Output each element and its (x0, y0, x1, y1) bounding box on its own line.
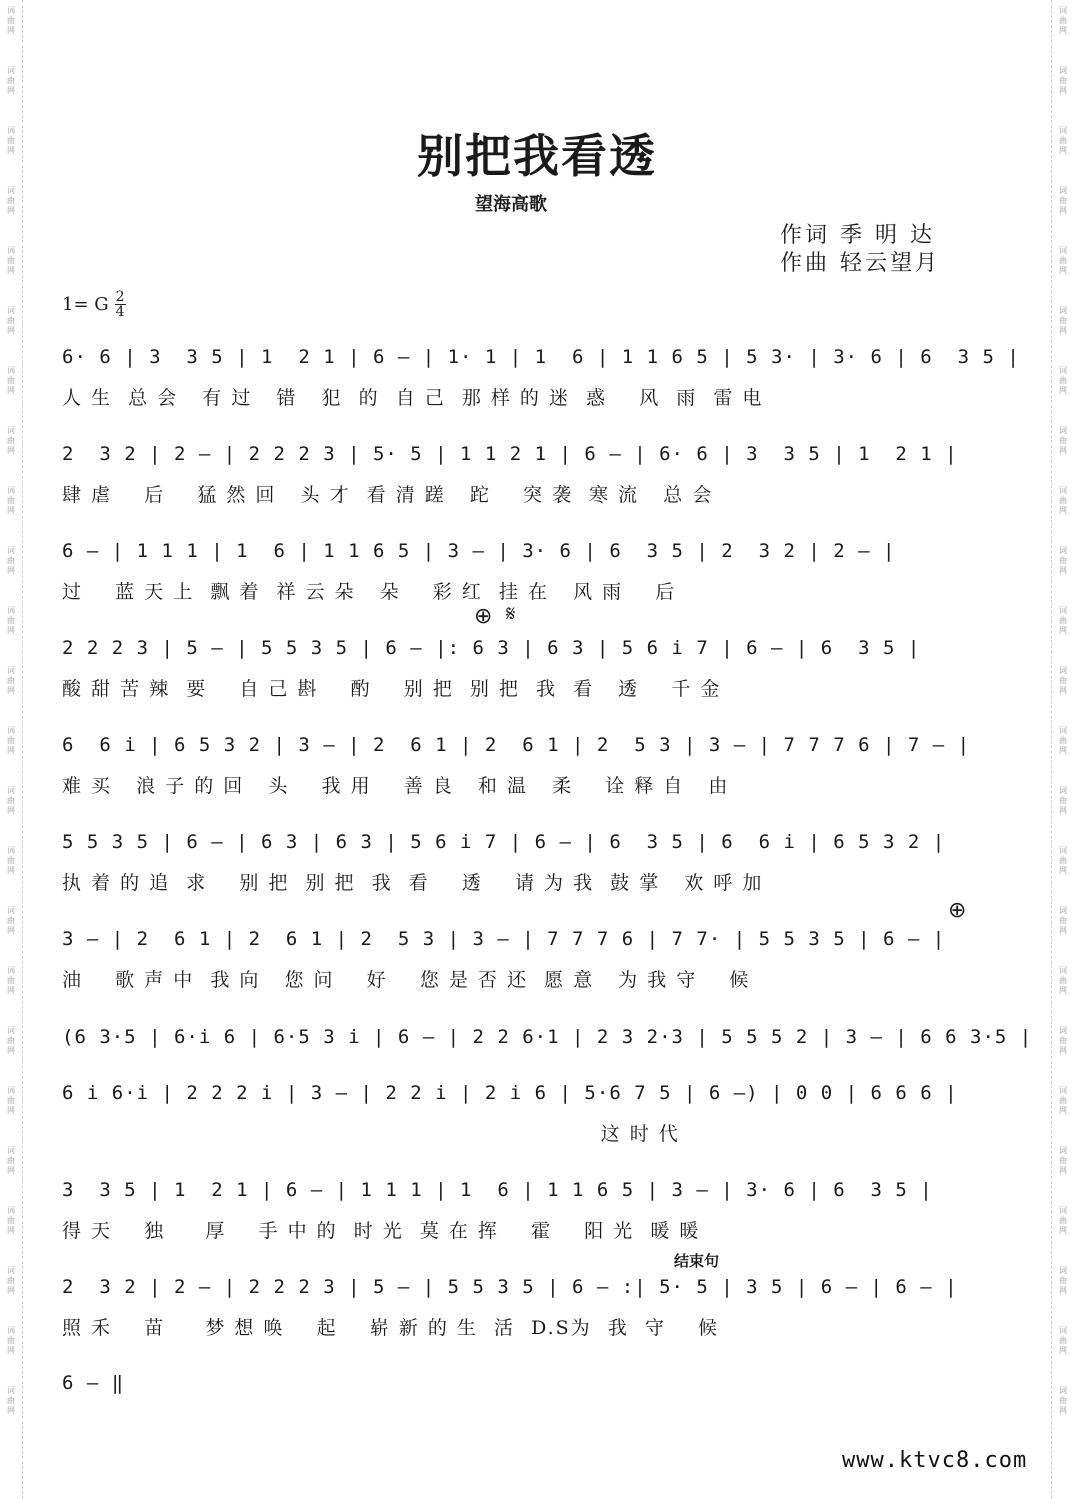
watermark-text: 词 曲 网 (1059, 726, 1067, 755)
watermark-text: 词 曲 网 (1059, 846, 1067, 875)
system-9 (62, 1076, 962, 1150)
watermark-text: 词 曲 网 (7, 666, 15, 695)
system-7 (62, 922, 962, 996)
segno-marker: 𝄋 (506, 602, 516, 627)
watermark-text: 词 曲 网 (1059, 606, 1067, 635)
system-2 (62, 437, 962, 511)
lyrics-line: 过 蓝 天 上 飘 着 祥 云 朵 朵 彩 红 挂 在 风 雨 后 (62, 581, 677, 603)
key-signature (62, 290, 126, 319)
watermark-text: 词 曲 网 (1059, 366, 1067, 395)
system-10 (62, 1173, 962, 1247)
watermark-text: 词 曲 网 (1059, 1086, 1067, 1115)
watermark-text: 词 曲 网 (7, 606, 15, 635)
left-watermark-strip (0, 0, 23, 1499)
watermark-text: 词 曲 网 (7, 366, 15, 395)
system-3 (62, 534, 962, 608)
watermark-text: 词 曲 网 (7, 306, 15, 335)
lyrics-line: 肆 虐 后 猛 然 回 头 才 看 清 蹉 跎 突 袭 寒 流 总 会 (62, 484, 714, 506)
notation-line: (6 3·5 | 6·i 6 | 6·5 3 i | 6 — | 2 2 6·1 | 2 3 2·3 | 5 5 5 2 | 3 — | 6 6 3·5 | (62, 1026, 1033, 1048)
watermark-text: 词 曲 网 (1059, 66, 1067, 95)
time-bottom: 4 (115, 304, 125, 320)
watermark-text: 词 曲 网 (1059, 546, 1067, 575)
watermark-text: 词 曲 网 (7, 126, 15, 155)
coda-marker-1: ⊕ (474, 604, 493, 629)
site-watermark: www.ktvc8.com (842, 1448, 1028, 1473)
system-5 (62, 728, 971, 802)
system-1 (62, 340, 1020, 414)
lyrics-line: 难 买 浪 子 的 回 头 我 用 善 良 和 温 柔 诠 释 自 由 (62, 775, 730, 797)
watermark-text: 词 曲 网 (7, 1026, 15, 1055)
notation-line: 5 5 3 5 | 6 — | 6 3 | 6 3 | 5 6 i 7 | 6 — | 6 3 5 | 6 6 i | 6 5 3 2 | (62, 831, 946, 853)
watermark-text: 词 曲 网 (7, 186, 15, 215)
notation-line: 2 3 2 | 2 — | 2 2 2 3 | 5 — | 5 5 3 5 | 6 — :| 5· 5 | 3 5 | 6 — | 6 — | (62, 1276, 958, 1298)
notation-line: 6 i 6·i | 2 2 2 i | 3 — | 2 2 i | 2 i 6 | 5·6 7 5 | 6 —) | 0 0 | 6 6 6 | (62, 1082, 958, 1104)
lyrics-line: 执 着 的 追 求 别 把 别 把 我 看 透 请 为 我 鼓 掌 欢 呼 加 (62, 872, 764, 894)
watermark-text: 词 曲 网 (1059, 666, 1067, 695)
watermark-text: 词 曲 网 (1059, 126, 1067, 155)
watermark-text: 词 曲 网 (1059, 906, 1067, 935)
right-watermark-strip (1051, 0, 1074, 1499)
watermark-text: 词 曲 网 (1059, 966, 1067, 995)
notation-line: 6 — | 1 1 1 | 1 6 | 1 1 6 5 | 3 — | 3· 6 | 6 3 5 | 2 3 2 | 2 — | (62, 540, 896, 562)
watermark-text: 词 曲 网 (7, 786, 15, 815)
time-signature (115, 290, 126, 319)
time-top: 2 (115, 289, 125, 305)
watermark-text: 词 曲 网 (7, 906, 15, 935)
watermark-text: 词 曲 网 (7, 6, 15, 35)
song-title: 别把我看透 (417, 129, 657, 183)
coda-marker-2: ⊕ (948, 898, 967, 923)
watermark-text: 词 曲 网 (7, 486, 15, 515)
lyrics-line: 油 歌 声 中 我 向 您 问 好 您 是 否 还 愿 意 为 我 守 候 (62, 969, 751, 991)
watermark-text: 词 曲 网 (7, 1266, 15, 1295)
notation-line: 3 — | 2 6 1 | 2 6 1 | 2 5 3 | 3 — | 7 7 7 6 | 7 7· | 5 5 3 5 | 6 — | (62, 928, 946, 950)
watermark-text: 词 曲 网 (1059, 486, 1067, 515)
watermark-text: 词 曲 网 (7, 66, 15, 95)
watermark-text: 词 曲 网 (7, 1386, 15, 1415)
lyrics-line: 得 天 独 厚 手 中 的 时 光 莫 在 挥 霍 阳 光 暖 暖 (62, 1220, 701, 1242)
notation-line: 3 3 5 | 1 2 1 | 6 — | 1 1 1 | 1 6 | 1 1 6 5 | 3 — | 3· 6 | 6 3 5 | (62, 1179, 933, 1201)
watermark-text: 词 曲 网 (7, 546, 15, 575)
watermark-text: 词 曲 网 (7, 966, 15, 995)
notation-line: 6 — ‖ (62, 1372, 125, 1394)
ending-label: 结束句 (674, 1252, 720, 1270)
watermark-text: 词 曲 网 (1059, 1206, 1067, 1235)
watermark-text: 词 曲 网 (1059, 426, 1067, 455)
watermark-text: 词 曲 网 (1059, 1146, 1067, 1175)
system-12 (62, 1366, 962, 1400)
system-4 (62, 631, 962, 705)
notation-line: 6· 6 | 3 3 5 | 1 2 1 | 6 — | 1· 1 | 1 6 | 1 1 6 5 | 5 3· | 3· 6 | 6 3 5 | (62, 346, 1020, 368)
key-label: 1= G (62, 294, 109, 315)
watermark-text: 词 曲 网 (7, 726, 15, 755)
notation-line: 2 3 2 | 2 — | 2 2 2 3 | 5· 5 | 1 1 2 1 | 6 — | 6· 6 | 3 3 5 | 1 2 1 | (62, 443, 958, 465)
lyrics-line: 人 生 总 会 有 过 错 犯 的 自 己 那 样 的 迷 惑 风 雨 雷 电 (62, 387, 764, 409)
watermark-text: 词 曲 网 (1059, 246, 1067, 275)
watermark-text: 词 曲 网 (7, 1086, 15, 1115)
system-11 (62, 1270, 962, 1344)
lyrics-line: 酸 甜 苦 辣 要 自 己 斟 酌 别 把 别 把 我 看 透 千 金 (62, 678, 722, 700)
song-subtitle: 望海高歌 (475, 194, 547, 215)
watermark-text: 词 曲 网 (7, 1326, 15, 1355)
watermark-text: 词 曲 网 (1059, 1266, 1067, 1295)
watermark-text: 词 曲 网 (7, 1146, 15, 1175)
watermark-text: 词 曲 网 (7, 846, 15, 875)
watermark-text: 词 曲 网 (1059, 1326, 1067, 1355)
watermark-text: 词 曲 网 (1059, 306, 1067, 335)
notation-line: 6 6 i | 6 5 3 2 | 3 — | 2 6 1 | 2 6 1 | 2 5 3 | 3 — | 7 7 7 6 | 7 — | (62, 734, 971, 756)
watermark-text: 词 曲 网 (1059, 186, 1067, 215)
watermark-text: 词 曲 网 (7, 426, 15, 455)
watermark-text: 词 曲 网 (1059, 6, 1067, 35)
watermark-text: 词 曲 网 (1059, 1386, 1067, 1415)
system-6 (62, 825, 962, 899)
watermark-text: 词 曲 网 (1059, 786, 1067, 815)
lyrics-line: 照 禾 苗 梦 想 唤 起 崭 新 的 生 活 D.S为 我 守 候 (62, 1317, 719, 1339)
watermark-text: 词 曲 网 (1059, 1026, 1067, 1055)
composer-credit: 作曲 轻云望月 (780, 251, 940, 276)
notation-line: 2 2 2 3 | 5 — | 5 5 3 5 | 6 — |: 6 3 | 6 3 | 5 6 i 7 | 6 — | 6 3 5 | (62, 637, 921, 659)
lyrics-line: 这 时 代 (62, 1123, 680, 1145)
credits (780, 222, 940, 278)
lyricist-credit: 作词 季 明 达 (780, 223, 935, 248)
watermark-text: 词 曲 网 (7, 246, 15, 275)
watermark-text: 词 曲 网 (7, 1206, 15, 1235)
